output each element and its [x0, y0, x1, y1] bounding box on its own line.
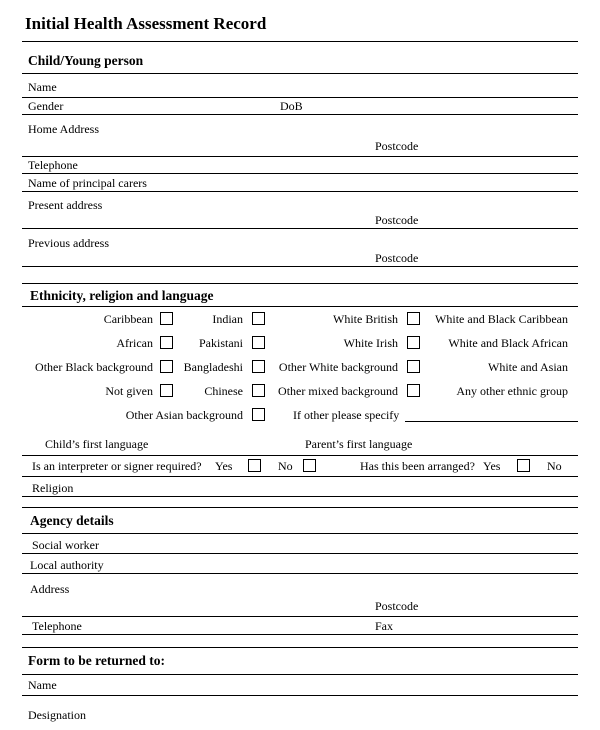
arranged-no-label: No: [547, 459, 562, 473]
ethnicity-grid-row: [22, 403, 578, 427]
postcode-label: Postcode: [375, 251, 419, 265]
checkbox-other-asian-background[interactable]: [252, 408, 265, 421]
child-telephone-label: Telephone: [28, 158, 78, 172]
return-designation-field[interactable]: [22, 696, 578, 723]
child-previous-address-field[interactable]: [22, 229, 578, 251]
ethnicity-option-label: Other White background: [278, 360, 398, 374]
child-name-field[interactable]: [22, 74, 578, 98]
ethnicity-grid-row: [22, 355, 578, 379]
checkbox-chinese[interactable]: [252, 384, 265, 397]
first-language-field[interactable]: [22, 427, 578, 456]
child-telephone-field[interactable]: [22, 157, 578, 174]
agency-telephone-label: Telephone: [32, 619, 82, 633]
child-section-heading: Child/Young person: [22, 42, 578, 74]
ethnicity-option-label: Any other ethnic group: [456, 384, 568, 398]
ethnicity-option-label: Caribbean: [103, 312, 153, 326]
child-name-label: Name: [28, 80, 57, 94]
if-other-specify-input-line[interactable]: [405, 403, 578, 422]
child-language-label: Child’s first language: [45, 437, 149, 451]
child-gender-label: Gender: [28, 99, 64, 113]
parent-language-label: Parent’s first language: [305, 437, 413, 451]
ethnicity-grid-row: [22, 331, 578, 355]
agency-fax-label: Fax: [375, 619, 393, 633]
ethnicity-option-label: Indian: [212, 312, 243, 326]
interpreter-no-label: No: [278, 459, 293, 473]
ethnicity-option-label: White Irish: [343, 336, 398, 350]
local-authority-field[interactable]: [22, 554, 578, 574]
section-child: [22, 42, 578, 267]
postcode-label: Postcode: [375, 213, 419, 227]
return-designation-label: Designation: [28, 708, 86, 722]
postcode-label: Postcode: [375, 599, 419, 613]
child-home-address-field[interactable]: [22, 115, 578, 137]
religion-field[interactable]: [22, 477, 578, 497]
child-previous-postcode-field[interactable]: [22, 251, 578, 267]
arranged-question-label: Has this been arranged?: [360, 459, 475, 473]
ethnicity-checkbox-grid: [22, 307, 578, 427]
child-carers-field[interactable]: [22, 174, 578, 192]
checkbox-indian[interactable]: [252, 312, 265, 325]
checkbox-bangladeshi[interactable]: [252, 360, 265, 373]
agency-postcode-field[interactable]: [22, 597, 578, 617]
checkbox-arranged-yes[interactable]: [517, 459, 530, 472]
ethnicity-option-label: Other Black background: [35, 360, 153, 374]
local-authority-label: Local authority: [30, 558, 104, 572]
section-ethnicity: [22, 283, 578, 497]
agency-address-field[interactable]: [22, 574, 578, 597]
agency-section-heading: Agency details: [22, 508, 578, 534]
ethnicity-option-label: Other Asian background: [125, 408, 243, 422]
ethnicity-option-label: Not given: [105, 384, 153, 398]
interpreter-question-label: Is an interpreter or signer required?: [32, 459, 202, 473]
postcode-label: Postcode: [375, 139, 419, 153]
checkbox-interpreter-yes[interactable]: [248, 459, 261, 472]
ethnicity-section-heading: Ethnicity, religion and language: [22, 284, 578, 307]
return-name-label: Name: [28, 678, 57, 692]
return-section-heading: Form to be returned to:: [22, 648, 578, 675]
child-present-postcode-field[interactable]: [22, 213, 578, 229]
religion-label: Religion: [32, 481, 74, 495]
social-worker-field[interactable]: [22, 534, 578, 554]
section-agency: [22, 507, 578, 635]
arranged-yes-label: Yes: [483, 459, 501, 473]
child-home-address-label: Home Address: [28, 122, 99, 136]
ethnicity-option-label: Chinese: [204, 384, 243, 398]
ethnicity-option-label: White and Black Caribbean: [435, 312, 568, 326]
child-present-address-field[interactable]: [22, 192, 578, 213]
social-worker-label: Social worker: [32, 538, 99, 552]
ethnicity-option-label: Pakistani: [199, 336, 243, 350]
checkbox-pakistani[interactable]: [252, 336, 265, 349]
ethnicity-grid-row: [22, 379, 578, 403]
if-other-specify-label: If other please specify: [293, 408, 400, 422]
page-title: Initial Health Assessment Record: [22, 0, 578, 42]
child-home-postcode-field[interactable]: [22, 137, 578, 157]
agency-telephone-fax-field[interactable]: [22, 617, 578, 635]
ethnicity-grid-row: [22, 307, 578, 331]
ethnicity-option-label: White British: [333, 312, 398, 326]
child-previous-address-label: Previous address: [28, 236, 109, 250]
child-dob-label: DoB: [280, 99, 303, 113]
checkbox-interpreter-no[interactable]: [303, 459, 316, 472]
child-gender-dob-field[interactable]: [22, 98, 578, 115]
ethnicity-option-label: Other mixed background: [278, 384, 398, 398]
interpreter-yes-label: Yes: [215, 459, 233, 473]
interpreter-field[interactable]: [22, 456, 578, 477]
agency-address-label: Address: [30, 582, 70, 596]
child-carers-label: Name of principal carers: [28, 176, 147, 190]
ethnicity-option-label: Bangladeshi: [183, 360, 243, 374]
return-name-field[interactable]: [22, 675, 578, 696]
ethnicity-option-label: African: [116, 336, 153, 350]
section-return-to: [22, 647, 578, 723]
ethnicity-option-label: White and Asian: [488, 360, 568, 374]
ethnicity-option-label: White and Black African: [448, 336, 568, 350]
child-present-address-label: Present address: [28, 198, 103, 212]
